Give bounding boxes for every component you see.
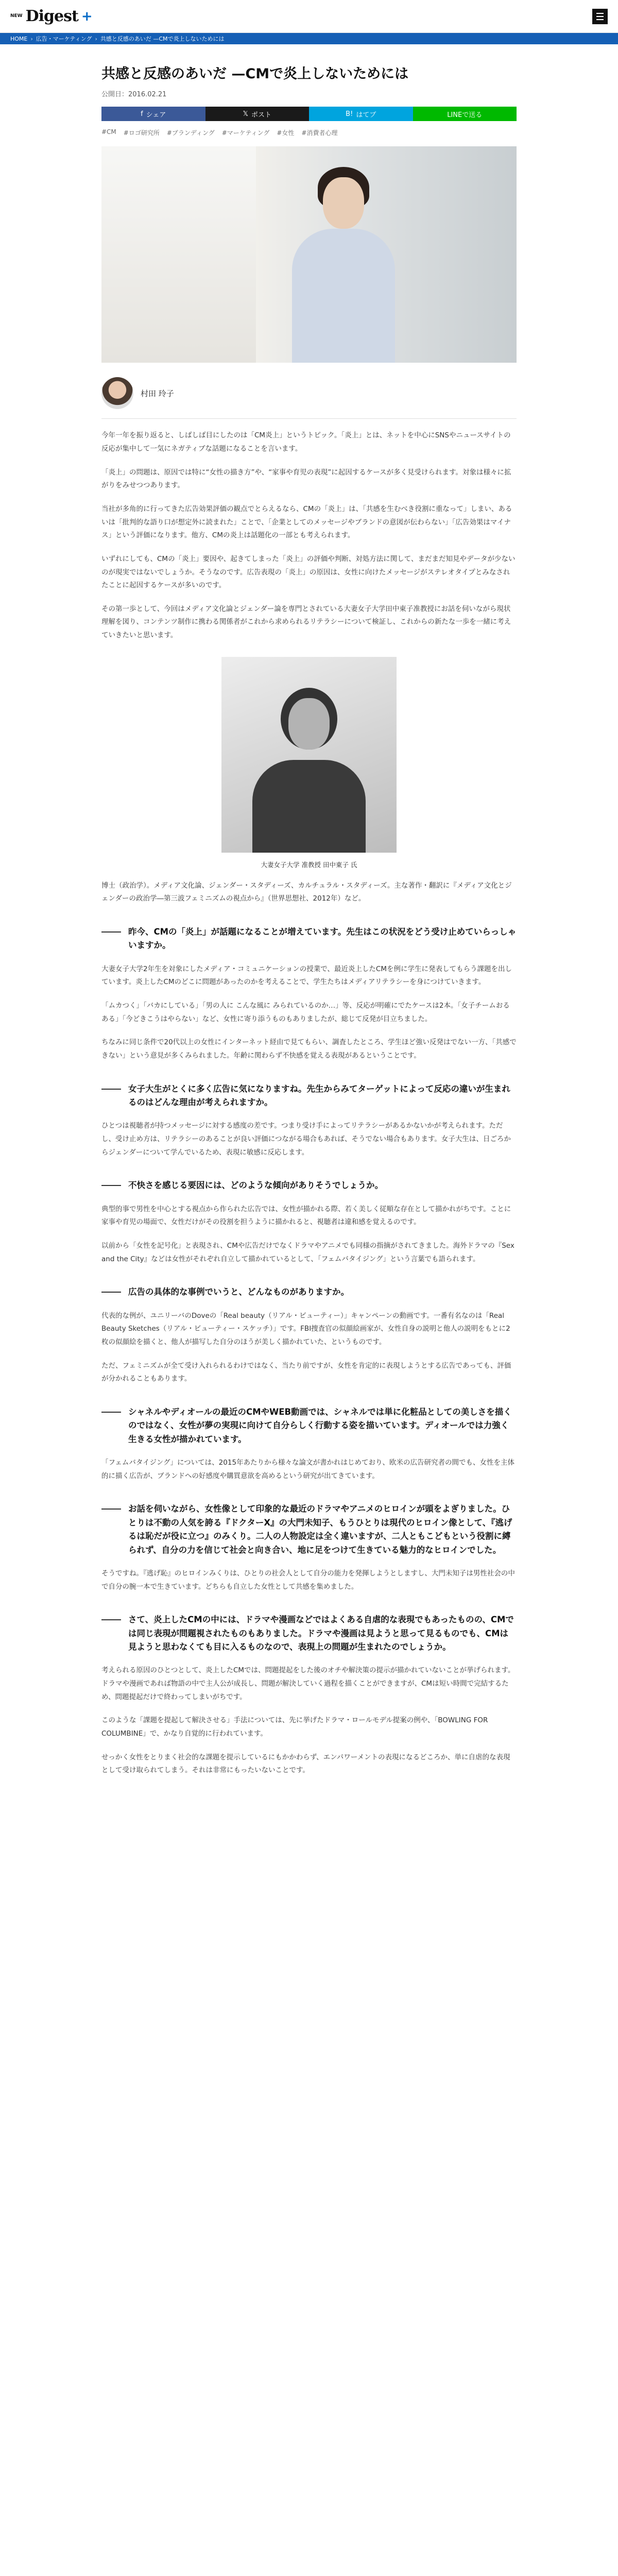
question-heading: 不快さを感じる要因には、どのような傾向がありそうでしょうか。	[101, 1179, 517, 1192]
tag[interactable]: #ロゴ研究所	[123, 129, 160, 137]
breadcrumb-category[interactable]: 広告・マーケティング	[36, 36, 92, 42]
tag[interactable]: #ブランディング	[166, 129, 215, 137]
paragraph: ただ、フェミニズムが全て受け入れられるわけではなく、当たり前ですが、女性を肯定的に表現しようとする広告であっても、評価が分かれることもあります。	[101, 1361, 511, 1383]
author-block	[101, 377, 517, 419]
tag[interactable]: #マーケティング	[221, 129, 270, 137]
paragraph: 今年一年を振り返ると、しばしば目にしたのは「CM炎上」というトピック。「炎上」とは、ネットを中心にSNSやニュースサイトの反応が集中して一気にネガティブな話題になることを言います。	[101, 431, 511, 453]
facebook-icon: f	[141, 110, 143, 118]
hero-image	[101, 146, 517, 363]
paragraph: 以前から「女性を記号化」と表現され、CMや広告だけでなくドラマやアニメでも同様の指摘がされてきました。海外ドラマの『Sex and the City』などは女性がそれぞれ自立して描かれているとして、「フェムバタイジング」という言葉でも語られます。	[101, 1242, 514, 1263]
paragraph: 「フェムバタイジング」については、2015年あたりから様々な論文が書かれはじめており、欧米の広告研究者の間でも、女性を主体的に描く広告が、ブランドへの好感度や購買意欲を高めるという研究が出てきています。	[101, 1459, 515, 1480]
paragraph: 当社が多角的に行ってきた広告効果評価の観点でとらえるなら、CMの「炎上」は、「共感を生むべき役割に重なって」しまい、あるいは「批判的な語り口が想定外に読まれた」ことで、「企業としてのメッセージやブランドの意図が伝わらない」「広告効果はマイナス」という評価になります。他方、CMの炎上は話題化の一部とも考えられます。	[101, 505, 512, 540]
share-bar	[101, 107, 517, 121]
paragraph: 「ムカつく」「バカにしている」「男の人に こんな風に みられているのか…」等、反応が明確にでたケースは2本。「女子チームおるある」「今どきこうはやらない」など、女性に寄り添うものもありましたが、総じて反発が目立ちました。	[101, 1002, 510, 1023]
author-name[interactable]: 村田 玲子	[141, 388, 174, 398]
publish-date: 公開日：2016.02.21	[101, 91, 167, 99]
page-title: 共感と反感のあいだ —CMで炎上しないためには	[101, 66, 409, 82]
article	[101, 65, 517, 1777]
photo-caption: 大妻女子大学 准教授 田中東子 氏	[261, 860, 357, 869]
avatar	[101, 377, 133, 409]
share-facebook-button[interactable]: f シェア	[101, 107, 205, 121]
x-icon: 𝕏	[243, 110, 248, 118]
share-line-button[interactable]: LINEで送る	[413, 107, 517, 121]
site-header	[0, 0, 618, 33]
breadcrumb	[0, 33, 618, 44]
question-heading: 昨今、CMの「炎上」が話題になることが増えています。先生はこの状況をどう受け止めていらっしゃいますか。	[101, 925, 517, 953]
share-hatena-button[interactable]: B! はてブ	[309, 107, 413, 121]
chevron-right-icon: ›	[95, 35, 97, 42]
paragraph: せっかく女性をとりまく社会的な課題を提示しているにもかかわらず、エンパワーメントの表現になるどころか、単に自虐的な表現として受け取られてしまう。それは非常にもったいないことです。	[101, 1753, 510, 1775]
paragraph: 典型的事で男性を中心とする視点から作られた広告では、女性が描かれる際、若く美しく従順な存在として描かれがちです。ことに家事や育児の場面で、女性だけがその役割を担うように描かれると、視聴者は違和感を覚えるのです。	[101, 1205, 511, 1227]
interviewee-photo	[221, 657, 397, 853]
question-heading: 広告の具体的な事例でいうと、どんなものがありますか。	[101, 1285, 517, 1299]
logo-mark: NEW	[10, 13, 23, 19]
paragraph: ちなみに同じ条件で20代以上の女性にインターネット経由で見てもらい、調査したところ、学生ほど強い反発はでない一方、「共感できない」という意見が多くみられました。年齢に関わらず不快感を覚える表現があるということです。	[101, 1038, 517, 1060]
share-x-button[interactable]: 𝕏 ポスト	[205, 107, 310, 121]
breadcrumb-current: 共感と反感のあいだ —CMで炎上しないためには	[100, 36, 225, 42]
chevron-right-icon: ›	[30, 35, 33, 42]
question-heading: 女子大生がとくに多く広告に気になりますね。先生からみてターゲットによって反応の違いが生まれるのはどんな理由が考えられますか。	[101, 1082, 517, 1110]
paragraph: 大妻女子大学2年生を対象にしたメディア・コミュニケーションの授業で、最近炎上したCMを例に学生に発表してもらう課題を出しています。炎上したCMのどこに問題があったのかを考えることで、学生たちはメディアリテラシーを身につけていきます。	[101, 964, 512, 987]
paragraph: 「炎上」の問題は、原因では特に“女性の描き方”や、“家事や育児の表現”に起因するケースが多く見受けられます。対象は様々に拡がりをみせつつあります。	[101, 468, 511, 490]
question-heading: お話を伺いながら、女性像として印象的な最近のドラマやアニメのヒロインが頭をよぎりました。ひとりは不動の人気を誇る『ドクターX』の大門未知子、もうひとりは現代のヒロイン像として、『逃げるは恥だが役に立つ』のみくり。二人の人物設定は全く違いますが、二人ともこどもという役割に縛られず、自分の力を信じて社会と向き合い、地に足をつけて生きている魅力的なヒロインでした。	[101, 1502, 517, 1557]
tag[interactable]: #CM	[101, 128, 116, 136]
tag[interactable]: #女性	[277, 129, 295, 137]
bio-paragraph: 博士（政治学）。メディア文化論、ジェンダー・スタディーズ、カルチュラル・スタディーズ。主な著作・翻訳に『メディア文化とジェンダーの政治学―第三波フェミニズムの視点から』（世界思想社、2012年）など。	[101, 881, 512, 903]
paragraph: 考えられる原因のひとつとして、炎上したCMでは、問題提起をした後のオチや解決策の提示が描かれていないことが挙げられます。ドラマや漫画であれば物語の中で主人公が成長し、問題が解決していく過程を描くことができますが、CMは短い時間で完結するため、問題提起だけで終わってしまいがちです。	[101, 1666, 515, 1701]
paragraph: その第一歩として、今回はメディア文化論とジェンダー論を専門とされている大妻女子大学田中東子准教授にお話を伺いながら現状理解を図り、コンテンツ制作に携わる関係者がこれから求められるリテラシーについて検証し、これからの新たな一歩を一緒に考えていきたいと思います。	[101, 604, 511, 640]
hatena-icon: B!	[346, 110, 353, 118]
paragraph: そうですね。『逃げ恥』のヒロインみくりは、ひとりの社会人として自分の能力を発揮しようとしますし、大門未知子は男性社会の中で自分の腕一本で生きています。どちらも自立した女性として共感を集めました。	[101, 1569, 515, 1591]
breadcrumb-home[interactable]: HOME	[10, 35, 28, 42]
paragraph: いずれにしても、CMの「炎上」要因や、起きてしまった「炎上」の評価や判断、対処方法に関して、まだまだ知見やデータが少ないのが現実ではないでしょうか。そうなのです。広告表現の「炎上」の原因は、女性に向けたメッセージがステレオタイプとみなされたことに起因するケースが多いのです。	[101, 554, 516, 590]
question-heading: シャネルやディオールの最近のCMやWEB動画では、シャネルでは単に化粧品としての美しさを描くのではなく、女性が夢の実現に向けて自分らしく行動する姿を描いています。ディオールでは力強く生きる女性が描かれています。	[101, 1405, 517, 1446]
logo-word: Digest	[25, 7, 78, 25]
site-logo[interactable]	[10, 7, 93, 25]
tag-list	[101, 128, 517, 137]
menu-icon[interactable]	[592, 9, 608, 24]
paragraph: ひとつは視聴者が持つメッセージに対する感度の差です。つまり受け手によってリテラシーがあるかないかが考えられます。ただし、受け止め方は、リテラシーのあることが良い評価につながる場合もあれば、そうでない場合もあります。女子大生は、日ごろからジェンダーについて学んでいるため、表現に敏感に反応します。	[101, 1122, 511, 1157]
paragraph: 代表的な例が、ユニリーバのDoveの「Real beauty（リアル・ビューティー）」キャンペーンの動画です。一番有名なのは「Real Beauty Sketches（リアル・ビューティー・スケッチ）」です。FBI捜査官の似顔絵画家が、女性自身の説明と他人の説明をもとに2枚の似顔絵を描くと、他人が描写した自分のほうが美しく描かれていた、というものです。	[101, 1311, 510, 1346]
question-heading: さて、炎上したCMの中には、ドラマや漫画などではよくある自虐的な表現でもあったものの、CMでは同じ表現が問題視されたものもありました。ドラマや漫画は見ようと思って見るものでも、CMは見ようと思わなくても目に入るものなので、表現上の問題が生まれたのでしょうか。	[101, 1613, 517, 1654]
logo-plus: +	[81, 8, 93, 24]
paragraph: このような「課題を提起して解決させる」手法については、先に挙げたドラマ・ロールモデル提案の例や、「BOWLING FOR COLUMBINE」で、かなり自覚的に行われています。	[101, 1716, 488, 1738]
tag[interactable]: #消費者心理	[301, 129, 338, 137]
